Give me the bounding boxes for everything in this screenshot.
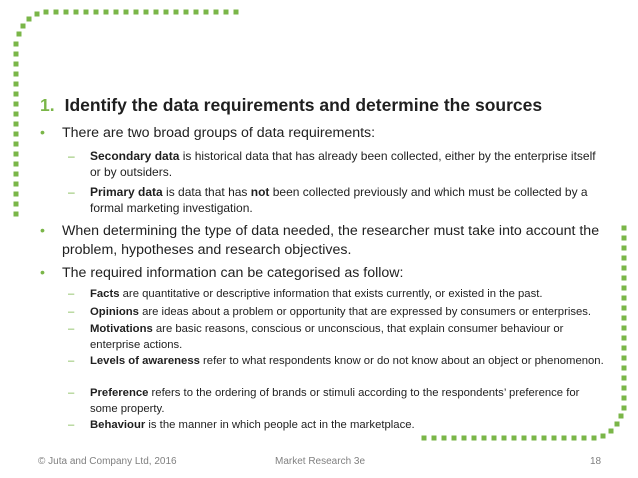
definition: refers to the ordering of brands or stimuli according to the respondents’ preference for some property. bbox=[90, 387, 580, 415]
frame-dot bbox=[462, 436, 467, 441]
frame-dot bbox=[234, 10, 239, 15]
frame-dot bbox=[14, 82, 19, 87]
frame-dot bbox=[14, 102, 19, 107]
term: Opinions bbox=[90, 306, 139, 318]
frame-dot bbox=[622, 356, 627, 361]
definition-start: is data that has bbox=[162, 185, 251, 199]
frame-dot bbox=[622, 396, 627, 401]
frame-dot bbox=[482, 436, 487, 441]
frame-dot bbox=[14, 132, 19, 137]
dash-marker: – bbox=[68, 419, 75, 431]
frame-dot bbox=[17, 32, 22, 37]
dash-marker: – bbox=[68, 323, 75, 335]
definition: are ideas about a problem or opportunity that are expressed by consumers or enterprises. bbox=[138, 306, 592, 318]
frame-dot bbox=[114, 10, 119, 15]
frame-dot bbox=[204, 10, 209, 15]
dash-marker: – bbox=[68, 185, 75, 199]
frame-dot bbox=[622, 406, 627, 411]
sub-item-facts bbox=[68, 287, 608, 303]
frame-dot bbox=[224, 10, 229, 15]
frame-dot bbox=[214, 10, 219, 15]
frame-dot bbox=[622, 336, 627, 341]
frame-dot bbox=[164, 10, 169, 15]
sub-item-opinions bbox=[68, 305, 608, 321]
frame-dot bbox=[44, 10, 49, 15]
frame-dot bbox=[144, 10, 149, 15]
heading-number: 1. bbox=[40, 95, 55, 115]
frame-dot bbox=[601, 434, 606, 439]
frame-dot bbox=[452, 436, 457, 441]
sub-item-motivations bbox=[68, 322, 608, 353]
frame-dot bbox=[94, 10, 99, 15]
frame-dot bbox=[14, 202, 19, 207]
bullet-data-type bbox=[40, 222, 615, 260]
slide-heading bbox=[40, 95, 630, 116]
frame-dot bbox=[124, 10, 129, 15]
frame-dot bbox=[14, 122, 19, 127]
frame-dot bbox=[14, 112, 19, 117]
frame-dot bbox=[472, 436, 477, 441]
bullet-marker: • bbox=[40, 265, 45, 281]
frame-dot bbox=[14, 92, 19, 97]
dash-marker: – bbox=[68, 355, 75, 367]
term: Motivations bbox=[90, 323, 153, 335]
definition-end: been collected previously and which must be collected by a formal marketing investigation. bbox=[90, 185, 588, 215]
dash-marker: – bbox=[68, 149, 75, 163]
frame-dot bbox=[542, 436, 547, 441]
frame-dot bbox=[622, 316, 627, 321]
frame-dot bbox=[14, 192, 19, 197]
frame-dot bbox=[572, 436, 577, 441]
bullet-text: When determining the type of data needed, the researcher must take into account the problem, hypotheses and research objectives. bbox=[62, 223, 600, 258]
definition: are quantitative or descriptive information that exists currently, or existed in the past. bbox=[119, 288, 543, 300]
footer-copyright: © Juta and Company Ltd, 2016 bbox=[38, 456, 177, 467]
frame-dot bbox=[582, 436, 587, 441]
frame-dot bbox=[14, 152, 19, 157]
frame-dot bbox=[27, 17, 32, 22]
sub-item-levels-of-awareness bbox=[68, 354, 608, 370]
term: Primary data bbox=[90, 185, 163, 199]
footer-title: Market Research 3e bbox=[275, 456, 366, 467]
frame-dot bbox=[184, 10, 189, 15]
frame-dot bbox=[609, 429, 614, 434]
sub-item-secondary-data bbox=[68, 148, 608, 180]
dash-marker: – bbox=[68, 387, 75, 399]
term: Secondary data bbox=[90, 149, 180, 163]
frame-dot bbox=[592, 436, 597, 441]
frame-dot bbox=[622, 366, 627, 371]
term: Facts bbox=[90, 288, 120, 300]
frame-dot bbox=[14, 162, 19, 167]
bullet-required-information bbox=[40, 264, 615, 283]
sub-item-preference bbox=[68, 386, 608, 417]
frame-dot bbox=[502, 436, 507, 441]
frame-dot bbox=[64, 10, 69, 15]
frame-dot bbox=[622, 276, 627, 281]
frame-dot bbox=[134, 10, 139, 15]
frame-dot bbox=[622, 226, 627, 231]
dash-marker: – bbox=[68, 306, 75, 318]
frame-dot bbox=[84, 10, 89, 15]
term: Levels of awareness bbox=[90, 355, 200, 367]
frame-dot bbox=[532, 436, 537, 441]
frame-dot bbox=[14, 142, 19, 147]
frame-dot bbox=[622, 296, 627, 301]
frame-dot bbox=[14, 182, 19, 187]
frame-dot bbox=[622, 246, 627, 251]
frame-dot bbox=[619, 414, 624, 419]
bullet-marker: • bbox=[40, 223, 45, 239]
bullet-text: The required information can be categorised as follow: bbox=[62, 265, 404, 281]
frame-dot bbox=[194, 10, 199, 15]
frame-dot bbox=[74, 10, 79, 15]
frame-dot bbox=[14, 52, 19, 57]
frame-dot bbox=[14, 42, 19, 47]
frame-dot bbox=[622, 256, 627, 261]
frame-dot bbox=[422, 436, 427, 441]
frame-dot bbox=[21, 24, 26, 29]
frame-dot bbox=[622, 326, 627, 331]
footer-page-number: 18 bbox=[590, 456, 602, 467]
emphasis: not bbox=[250, 185, 270, 199]
term: Behaviour bbox=[90, 419, 146, 431]
frame-dot bbox=[622, 306, 627, 311]
frame-dot bbox=[622, 236, 627, 241]
bullet-text: There are two broad groups of data requirements: bbox=[62, 125, 376, 141]
frame-dot bbox=[512, 436, 517, 441]
frame-dot bbox=[622, 266, 627, 271]
bullet-marker: • bbox=[40, 125, 45, 141]
frame-dot bbox=[622, 346, 627, 351]
frame-dot bbox=[432, 436, 437, 441]
definition: is the manner in which people act in the marketplace. bbox=[145, 419, 415, 431]
term: Preference bbox=[90, 387, 149, 399]
frame-dot bbox=[622, 386, 627, 391]
frame-dot bbox=[562, 436, 567, 441]
frame-dot bbox=[522, 436, 527, 441]
frame-dot bbox=[174, 10, 179, 15]
bullet-data-groups bbox=[40, 124, 615, 143]
heading-text: Identify the data requirements and determine the sources bbox=[64, 95, 543, 115]
frame-dot bbox=[14, 72, 19, 77]
frame-dot bbox=[622, 376, 627, 381]
frame-dot bbox=[14, 212, 19, 217]
frame-dot bbox=[154, 10, 159, 15]
definition: is historical data that has already been collected, either by the enterprise itself or by outsiders. bbox=[90, 149, 596, 179]
definition: refer to what respondents know or do not know about an object or phenomenon. bbox=[199, 355, 604, 367]
sub-item-primary-data bbox=[68, 184, 608, 216]
frame-dot bbox=[615, 422, 620, 427]
frame-dot bbox=[622, 286, 627, 291]
frame-dot bbox=[552, 436, 557, 441]
frame-dot bbox=[14, 172, 19, 177]
sub-item-behaviour bbox=[68, 418, 608, 434]
frame-dot bbox=[14, 62, 19, 67]
frame-dot bbox=[35, 12, 40, 17]
definition: are basic reasons, conscious or unconscious, that explain consumer behaviour or enterprise actions. bbox=[90, 323, 564, 351]
frame-dot bbox=[442, 436, 447, 441]
frame-dot bbox=[492, 436, 497, 441]
dash-marker: – bbox=[68, 288, 75, 300]
frame-dot bbox=[54, 10, 59, 15]
frame-dot bbox=[104, 10, 109, 15]
